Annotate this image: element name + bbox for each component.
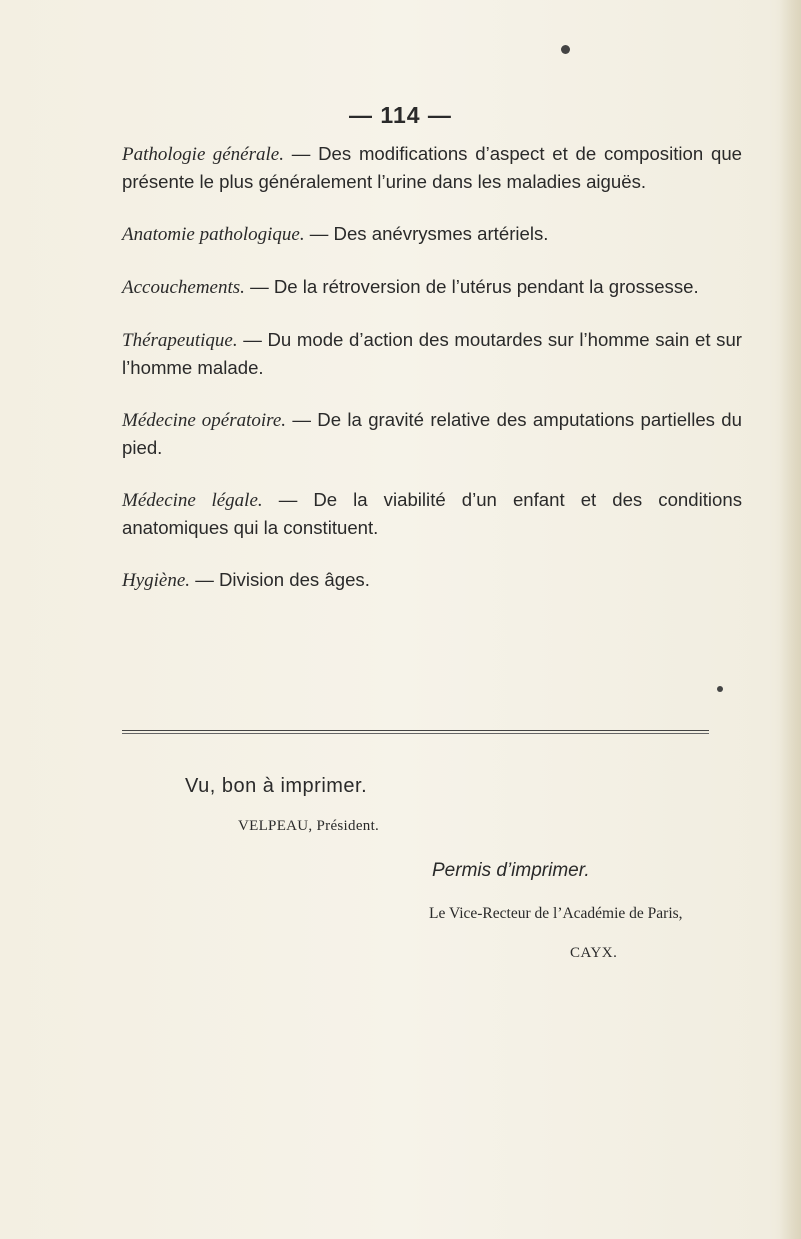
subject-title: Médecine opératoire. [122, 410, 287, 431]
approval-line: Vu, bon à imprimer. [185, 775, 368, 797]
exam-subjects [122, 140, 742, 619]
ink-spot [717, 686, 723, 692]
ink-spot [561, 45, 570, 54]
recteur-signature: CAYX. [570, 945, 618, 961]
subject-entry [122, 326, 742, 381]
subject-text: — De la viabilité d’un enfant et des conditions anatomiques qui la constituent. [122, 489, 743, 538]
subject-text: — Division des âges. [190, 569, 370, 590]
subject-text: — De la rétroversion de l’utérus pendant la grossesse. [244, 276, 699, 297]
subject-text: — Du mode d’action des moutardes sur l’homme sain et sur l’homme malade. [122, 329, 742, 378]
separator-rule [122, 730, 709, 734]
recteur-line: Le Vice-Recteur de l’Académie de Paris, [429, 905, 683, 922]
page-edge-shadow [779, 0, 801, 1239]
subject-entry [122, 273, 742, 301]
subject-entry [122, 140, 742, 195]
subject-text: — De la gravité relative des amputations partielles du pied. [122, 409, 742, 458]
subject-title: Accouchements. [122, 277, 245, 298]
permis-line: Permis d’imprimer. [432, 860, 590, 881]
subject-entry [122, 220, 742, 248]
subject-title: Pathologie générale. [122, 144, 284, 165]
president-signature: VELPEAU, Président. [238, 818, 380, 834]
subject-text: — Des modifications d’aspect et de composition que présente le plus généralement l’urine dans les maladies aiguës. [122, 143, 742, 192]
subject-entry [122, 486, 742, 541]
subject-title: Thérapeutique. [122, 330, 238, 351]
subject-title: Hygiène. [122, 570, 191, 591]
page-number: — 114 — [349, 102, 452, 128]
subject-title: Médecine légale. [122, 490, 263, 511]
subject-entry [122, 406, 742, 461]
subject-title: Anatomie pathologique. [122, 224, 305, 245]
subject-text: — Des anévrysmes artériels. [304, 223, 549, 244]
subject-entry [122, 566, 742, 594]
